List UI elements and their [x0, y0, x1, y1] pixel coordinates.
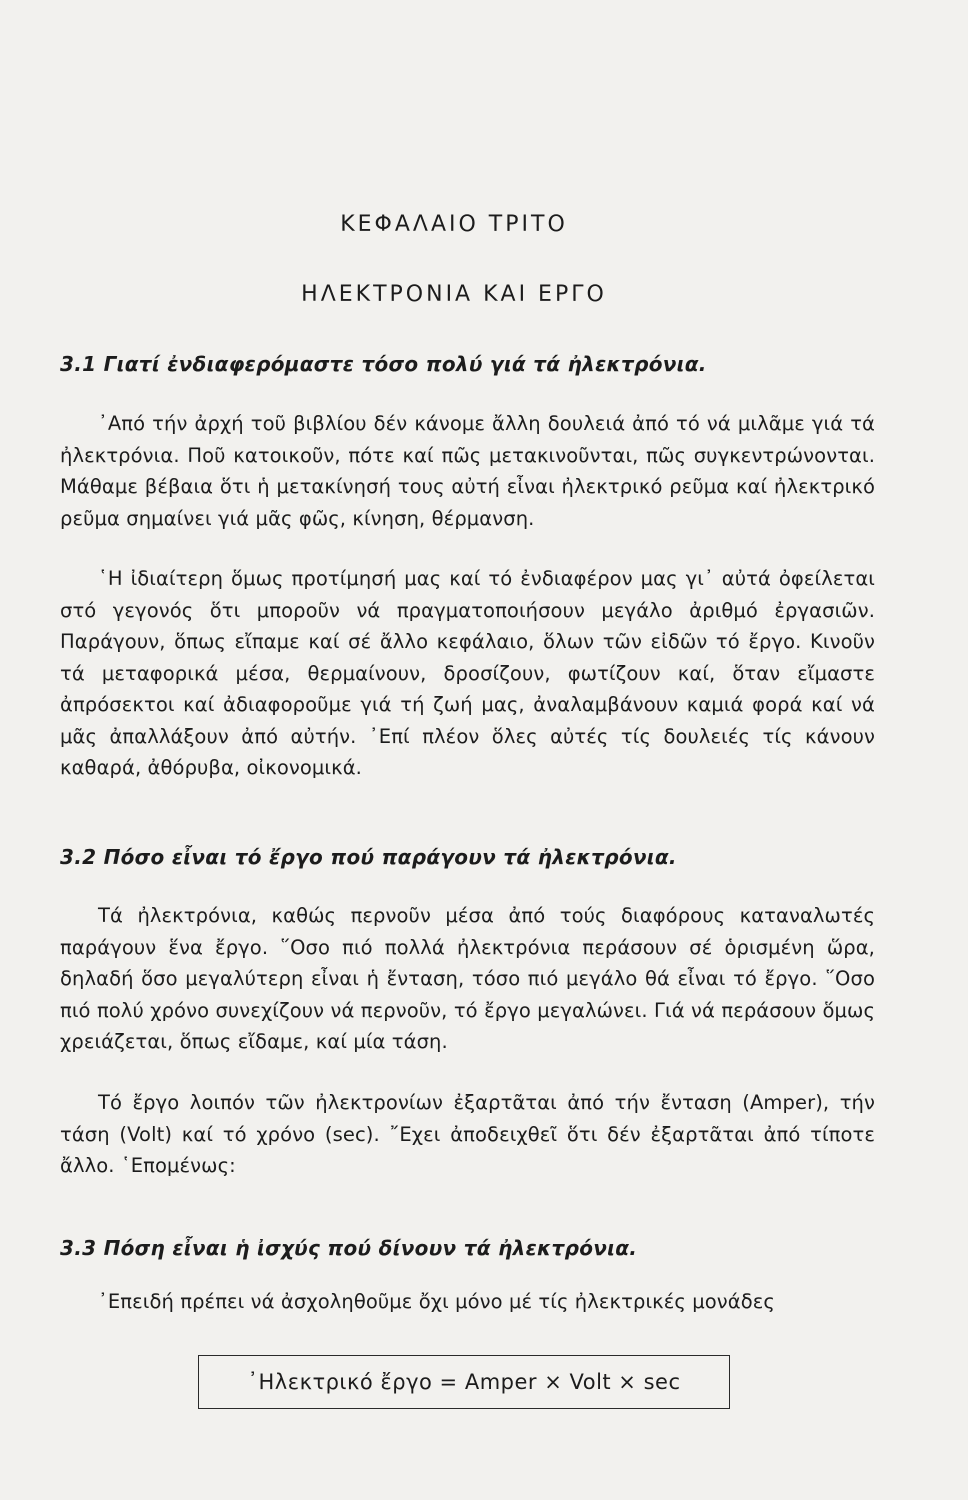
chapter-label: ΚΕΦΑΛΑΙΟ ΤΡΙΤΟ [340, 212, 568, 237]
section-heading-3-1: 3.1 Γιατί ἐνδιαφερόμαστε τόσο πολύ γιά τά ἠλεκτρόνια. [60, 352, 707, 376]
chapter-title: ΗΛΕΚΤΡΟΝΙΑ ΚΑΙ ΕΡΓΟ [301, 282, 607, 307]
paragraph-3-2-b: Τό ἔργο λοιπόν τῶν ἠλεκτρονίων ἐξαρτᾶται ἀπό τήν ἔνταση (Amper), τήν τάση (Volt) καί τό χρόνο (sec). ῎Εχει ἀποδειχθεῖ ὅτι δέν ἐξαρτᾶται ἀπό τίποτε ἄλλο. ῾Επομένως: [60, 1091, 875, 1177]
formula-text: ᾿Ηλεκτρικό ἔργο = Amper × Volt × sec [247, 1370, 681, 1394]
paragraph-3-1-b: ῾Η ἰδιαίτερη ὅμως προτίμησή μας καί τό ἐνδιαφέρον μας γι᾿ αὐτά ὀφείλεται στό γεγονός ὅτι μποροῦν νά πραγματοποιήσουν μεγάλο ἀριθμό ἐργασιῶν. Παράγουν, ὅπως εἴπαμε καί σέ ἄλλο κεφάλαιο, ὅλων τῶν εἰδῶν τό ἔργο. Κινοῦν τά μεταφορικά μέσα, θερμαίνουν, δροσίζουν, φωτίζουν καί, ὅταν εἴμαστε ἀπρόσεκτοι καί ἀδιαφοροῦμε γιά τή ζωή μας, ἀναλαμβάνουν καμιά φορά καί νά μᾶς ἀπαλλάξουν ἀπό αὐτήν. ᾿Επί πλέον ὅλες αὐτές τίς δουλειές τίς κάνουν καθαρά, ἀθόρυβα, οἰκονομικά. [60, 567, 875, 779]
paragraph-3-1-a: ᾿Από τήν ἀρχή τοῦ βιβλίου δέν κάνομε ἄλλη δουλειά ἀπό τό νά μιλᾶμε γιά τά ἠλεκτρόνια. Ποῦ κατοικοῦν, πότε καί πῶς μετακινοῦνται, πῶς συγκεντρώνονται. Μάθαμε βέβαια ὅτι ἡ μετακίνησή τους αὐτή εἶναι ἠλεκτρικό ρεῦμα καί ἠλεκτρικό ρεῦμα σημαίνει γιά μᾶς φῶς, κίνηση, θέρμανση. [60, 412, 875, 530]
formula-box [198, 1355, 730, 1409]
paragraph-3-3-a: ᾿Επειδή πρέπει νά ἀσχοληθοῦμε ὄχι μόνο μέ τίς ἠλεκτρικές μονάδες [98, 1290, 775, 1313]
section-heading-3-2: 3.2 Πόσο εἶναι τό ἔργο πού παράγουν τά ἠλεκτρόνια. [60, 845, 677, 869]
paragraph-3-2-a: Τά ἠλεκτρόνια, καθώς περνοῦν μέσα ἀπό τούς διαφόρους καταναλωτές παράγουν ἕνα ἔργο. ῞Οσο πιό πολλά ἠλεκτρόνια περάσουν σέ ὁρισμένη ὥρα, δηλαδή ὅσο μεγαλύτερη εἶναι ἡ ἔνταση, τόσο πιό μεγάλο θά εἶναι τό ἔργο. ῞Οσο πιό πολύ χρόνο συνεχίζουν νά περνοῦν, τό ἔργο μεγαλώνει. Γιά νά περάσουν ὅμως χρειάζεται, ὅπως εἴδαμε, καί μία τάση. [60, 904, 875, 1053]
section-heading-3-3: 3.3 Πόση εἶναι ἡ ἰσχύς πού δίνουν τά ἠλεκτρόνια. [60, 1236, 638, 1260]
